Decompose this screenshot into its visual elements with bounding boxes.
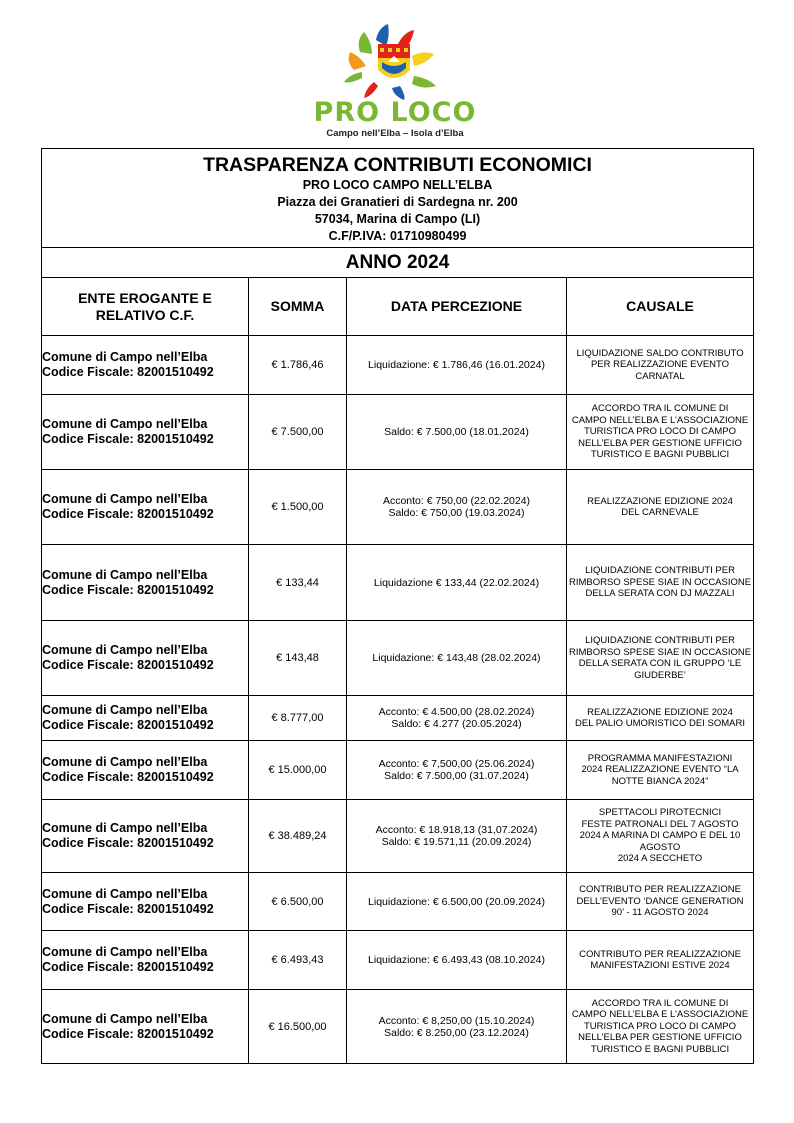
- ente-fiscal-code: Codice Fiscale: 82001510492: [42, 960, 214, 974]
- payment-line: Saldo: € 7.500,00 (31.07.2024): [384, 770, 529, 782]
- ente-fiscal-code: Codice Fiscale: 82001510492: [42, 507, 214, 521]
- causale-line: PER REALIZZAZIONE EVENTO: [590, 359, 730, 371]
- table-row: [42, 741, 754, 800]
- payment-line: Saldo: € 19.571,11 (20.09.2024): [381, 836, 532, 848]
- table-row: [42, 395, 754, 470]
- cell-data-percezione: [347, 931, 567, 990]
- causale-line: 90’ - 11 AGOSTO 2024: [611, 907, 709, 919]
- causale-line: FESTE PATRONALI DEL 7 AGOSTO: [581, 818, 739, 830]
- payment-line: Saldo: € 750,00 (19.03.2024): [388, 507, 525, 519]
- ente-name: Comune di Campo nell’Elba: [42, 643, 208, 657]
- causale-line: NOTTE BIANCA 2024”: [611, 775, 709, 787]
- cell-causale: [567, 873, 754, 931]
- cell-ente: [42, 873, 249, 931]
- cell-somma: € 143,48: [249, 621, 347, 696]
- causale-line: TURISTICO E BAGNI PUBBLICI: [590, 449, 730, 461]
- payment-line: Acconto: € 750,00 (22.02.2024): [382, 495, 531, 507]
- ente-fiscal-code: Codice Fiscale: 82001510492: [42, 658, 214, 672]
- payment-line: Acconto: € 18.918,13 (31,07.2024): [375, 824, 538, 836]
- cell-somma: € 15.000,00: [249, 741, 347, 800]
- causale-line: SPETTACOLI PIROTECNICI: [598, 807, 722, 819]
- causale-line: TURISTICA PRO LOCO DI CAMPO: [584, 426, 737, 438]
- ente-name: Comune di Campo nell’Elba: [42, 886, 208, 901]
- column-header-causale: CAUSALE: [567, 278, 754, 336]
- cell-causale: [567, 545, 754, 621]
- cell-causale: [567, 696, 754, 741]
- ente-fiscal-code: Codice Fiscale: 82001510492: [42, 432, 214, 446]
- ente-name: Comune di Campo nell’Elba: [42, 945, 208, 959]
- ente-name: Comune di Campo nell’Elba: [42, 492, 208, 506]
- table-row: [42, 336, 754, 395]
- payment-line: Liquidazione: € 6.493,43 (08.10.2024): [368, 954, 545, 966]
- cell-somma: € 6.500,00: [249, 873, 347, 931]
- ente-name: Comune di Campo nell’Elba: [42, 703, 208, 717]
- causale-line: NELL’ELBA PER GESTIONE UFFICIO: [578, 1032, 742, 1044]
- cell-ente: [42, 990, 249, 1064]
- cell-causale: [567, 800, 754, 873]
- causale-line: ACCORDO TRA IL COMUNE DI: [591, 997, 729, 1009]
- table-row: [42, 621, 754, 696]
- payment-line: Liquidazione: € 1.786,46 (16.01.2024): [368, 359, 545, 371]
- causale-line: MANIFESTAZIONI ESTIVE 2024: [590, 960, 730, 971]
- ente-name: Comune di Campo nell’Elba: [42, 821, 208, 835]
- cell-ente: [42, 931, 249, 990]
- ente-name: Comune di Campo nell’Elba: [42, 1011, 208, 1026]
- ente-fiscal-code: Codice Fiscale: 82001510492: [42, 836, 214, 850]
- table-row: [42, 470, 754, 545]
- payment-line: Acconto: € 8,250,00 (15.10.2024): [378, 1014, 535, 1027]
- ente-name: Comune di Campo nell’Elba: [42, 417, 208, 431]
- causale-line: NELL’ELBA PER GESTIONE UFFICIO: [578, 437, 742, 449]
- ente-name: Comune di Campo nell’Elba: [42, 755, 208, 769]
- cell-ente: [42, 470, 249, 545]
- contributions-table: [41, 148, 754, 1064]
- table-body: [42, 336, 754, 1064]
- cell-causale: [567, 395, 754, 470]
- table-row: [42, 545, 754, 621]
- document-title: TRASPARENZA CONTRIBUTI ECONOMICI: [203, 153, 592, 176]
- cell-causale: [567, 931, 754, 990]
- causale-line: DEL CARNEVALE: [621, 507, 699, 518]
- causale-line: DELLA SERATA CON DJ MAZZALI: [585, 588, 735, 600]
- causale-line: LIQUIDAZIONE SALDO CONTRIBUTO: [576, 347, 744, 359]
- cell-causale: [567, 990, 754, 1064]
- cell-data-percezione: [347, 696, 567, 741]
- document-header: [42, 149, 754, 248]
- cell-somma: € 1.500,00: [249, 470, 347, 545]
- causale-line: LIQUIDAZIONE CONTRIBUTI PER: [585, 635, 735, 646]
- cell-causale: [567, 470, 754, 545]
- causale-line: CONTRIBUTO PER REALIZZAZIONE: [579, 884, 741, 896]
- table-row: [42, 696, 754, 741]
- causale-line: REALIZZAZIONE EDIZIONE 2024: [587, 495, 733, 507]
- column-header-ente: [42, 278, 249, 336]
- causale-line: 2024 A SECCHETO: [617, 853, 703, 865]
- ente-fiscal-code: Codice Fiscale: 82001510492: [42, 365, 214, 379]
- causale-line: DELL’EVENTO ‘DANCE GENERATION: [576, 895, 744, 907]
- payment-line: Liquidazione: € 6.500,00 (20.09.2024): [368, 895, 545, 908]
- cell-ente: [42, 395, 249, 470]
- cell-data-percezione: [347, 621, 567, 696]
- cell-somma: € 6.493,43: [249, 931, 347, 990]
- causale-line: RIMBORSO SPESE SIAE IN OCCASIONE: [568, 576, 752, 588]
- cell-somma: € 8.777,00: [249, 696, 347, 741]
- cell-somma: € 16.500,00: [249, 990, 347, 1064]
- causale-line: 2024 A MARINA DI CAMPO E DEL 10: [579, 830, 741, 842]
- causale-line: GIUDERBE’: [634, 669, 686, 681]
- causale-line: TURISTICA PRO LOCO DI CAMPO: [584, 1020, 737, 1032]
- organization-city: 57034, Marina di Campo (LI): [314, 211, 481, 226]
- causale-line: CAMPO NELL’ELBA E L’ASSOCIAZIONE: [571, 1009, 749, 1021]
- cell-somma: € 133,44: [249, 545, 347, 621]
- causale-line: CAMPO NELL’ELBA E L’ASSOCIAZIONE: [571, 414, 749, 426]
- causale-line: CARNATAL: [635, 370, 685, 382]
- causale-line: DELLA SERATA CON IL GRUPPO ‘LE: [578, 658, 742, 669]
- cell-data-percezione: [347, 873, 567, 931]
- cell-causale: [567, 336, 754, 395]
- organization-address: Piazza dei Granatieri di Sardegna nr. 200: [277, 194, 518, 209]
- ente-fiscal-code: Codice Fiscale: 82001510492: [42, 770, 214, 784]
- cell-data-percezione: [347, 741, 567, 800]
- pro-loco-logo: [300, 22, 490, 142]
- cell-ente: [42, 621, 249, 696]
- cell-ente: [42, 545, 249, 621]
- cell-data-percezione: [347, 990, 567, 1064]
- causale-line: RIMBORSO SPESE SIAE IN OCCASIONE: [568, 646, 752, 658]
- causale-line: CONTRIBUTO PER REALIZZAZIONE: [579, 948, 741, 960]
- payment-line: Acconto: € 4.500,00 (28.02.2024): [378, 706, 535, 718]
- column-header-data: DATA PERCEZIONE: [347, 278, 567, 336]
- logo-subtitle: Campo nell’Elba – Isola d’Elba: [326, 128, 464, 139]
- payment-line: Saldo: € 7.500,00 (18.01.2024): [384, 426, 529, 438]
- ente-fiscal-code: Codice Fiscale: 82001510492: [42, 1026, 214, 1041]
- table-row: [42, 990, 754, 1064]
- causale-line: LIQUIDAZIONE CONTRIBUTI PER: [585, 565, 735, 577]
- ente-fiscal-code: Codice Fiscale: 82001510492: [42, 718, 214, 732]
- payment-line: Saldo: € 8.250,00 (23.12.2024): [384, 1026, 529, 1039]
- payment-line: Acconto: € 7,500,00 (25.06.2024): [378, 758, 535, 770]
- causale-line: AGOSTO: [639, 841, 681, 853]
- causale-line: PROGRAMMA MANIFESTAZIONI: [587, 752, 733, 764]
- column-header-somma: SOMMA: [249, 278, 347, 336]
- payment-line: Liquidazione € 133,44 (22.02.2024): [373, 576, 540, 589]
- causale-line: REALIZZAZIONE EDIZIONE 2024: [587, 706, 733, 718]
- cell-ente: [42, 741, 249, 800]
- ente-fiscal-code: Codice Fiscale: 82001510492: [42, 582, 214, 597]
- table-row: [42, 873, 754, 931]
- causale-line: ACCORDO TRA IL COMUNE DI: [591, 403, 729, 415]
- cell-ente: [42, 800, 249, 873]
- cell-causale: [567, 741, 754, 800]
- cell-data-percezione: [347, 395, 567, 470]
- ente-name: Comune di Campo nell’Elba: [42, 567, 208, 582]
- logo-emblem-icon: [342, 22, 448, 100]
- organization-vat: C.F/P.IVA: 01710980499: [328, 228, 467, 243]
- cell-data-percezione: [347, 800, 567, 873]
- year-heading: ANNO 2024: [42, 248, 754, 278]
- column-header-ente-line1: ENTE EROGANTE E: [78, 289, 212, 306]
- payment-line: Saldo: € 4.277 (20.05.2024): [391, 718, 522, 730]
- cell-data-percezione: [347, 470, 567, 545]
- table-row: [42, 800, 754, 873]
- cell-data-percezione: [347, 336, 567, 395]
- ente-name: Comune di Campo nell’Elba: [42, 350, 208, 364]
- table-row: [42, 931, 754, 990]
- payment-line: Liquidazione: € 143,48 (28.02.2024): [372, 652, 541, 664]
- ente-fiscal-code: Codice Fiscale: 82001510492: [42, 901, 214, 916]
- cell-somma: € 1.786,46: [249, 336, 347, 395]
- cell-causale: [567, 621, 754, 696]
- cell-somma: € 38.489,24: [249, 800, 347, 873]
- causale-line: DEL PALIO UMORISTICO DEI SOMARI: [575, 718, 745, 729]
- logo-title: PRO LOCO: [313, 97, 477, 128]
- causale-line: 2024 REALIZZAZIONE EVENTO “LA: [581, 764, 739, 776]
- cell-ente: [42, 336, 249, 395]
- cell-data-percezione: [347, 545, 567, 621]
- cell-ente: [42, 696, 249, 741]
- cell-somma: € 7.500,00: [249, 395, 347, 470]
- column-header-ente-line2: RELATIVO C.F.: [95, 306, 195, 323]
- organization-name: PRO LOCO CAMPO NELL’ELBA: [302, 177, 493, 192]
- causale-line: TURISTICO E BAGNI PUBBLICI: [590, 1043, 730, 1055]
